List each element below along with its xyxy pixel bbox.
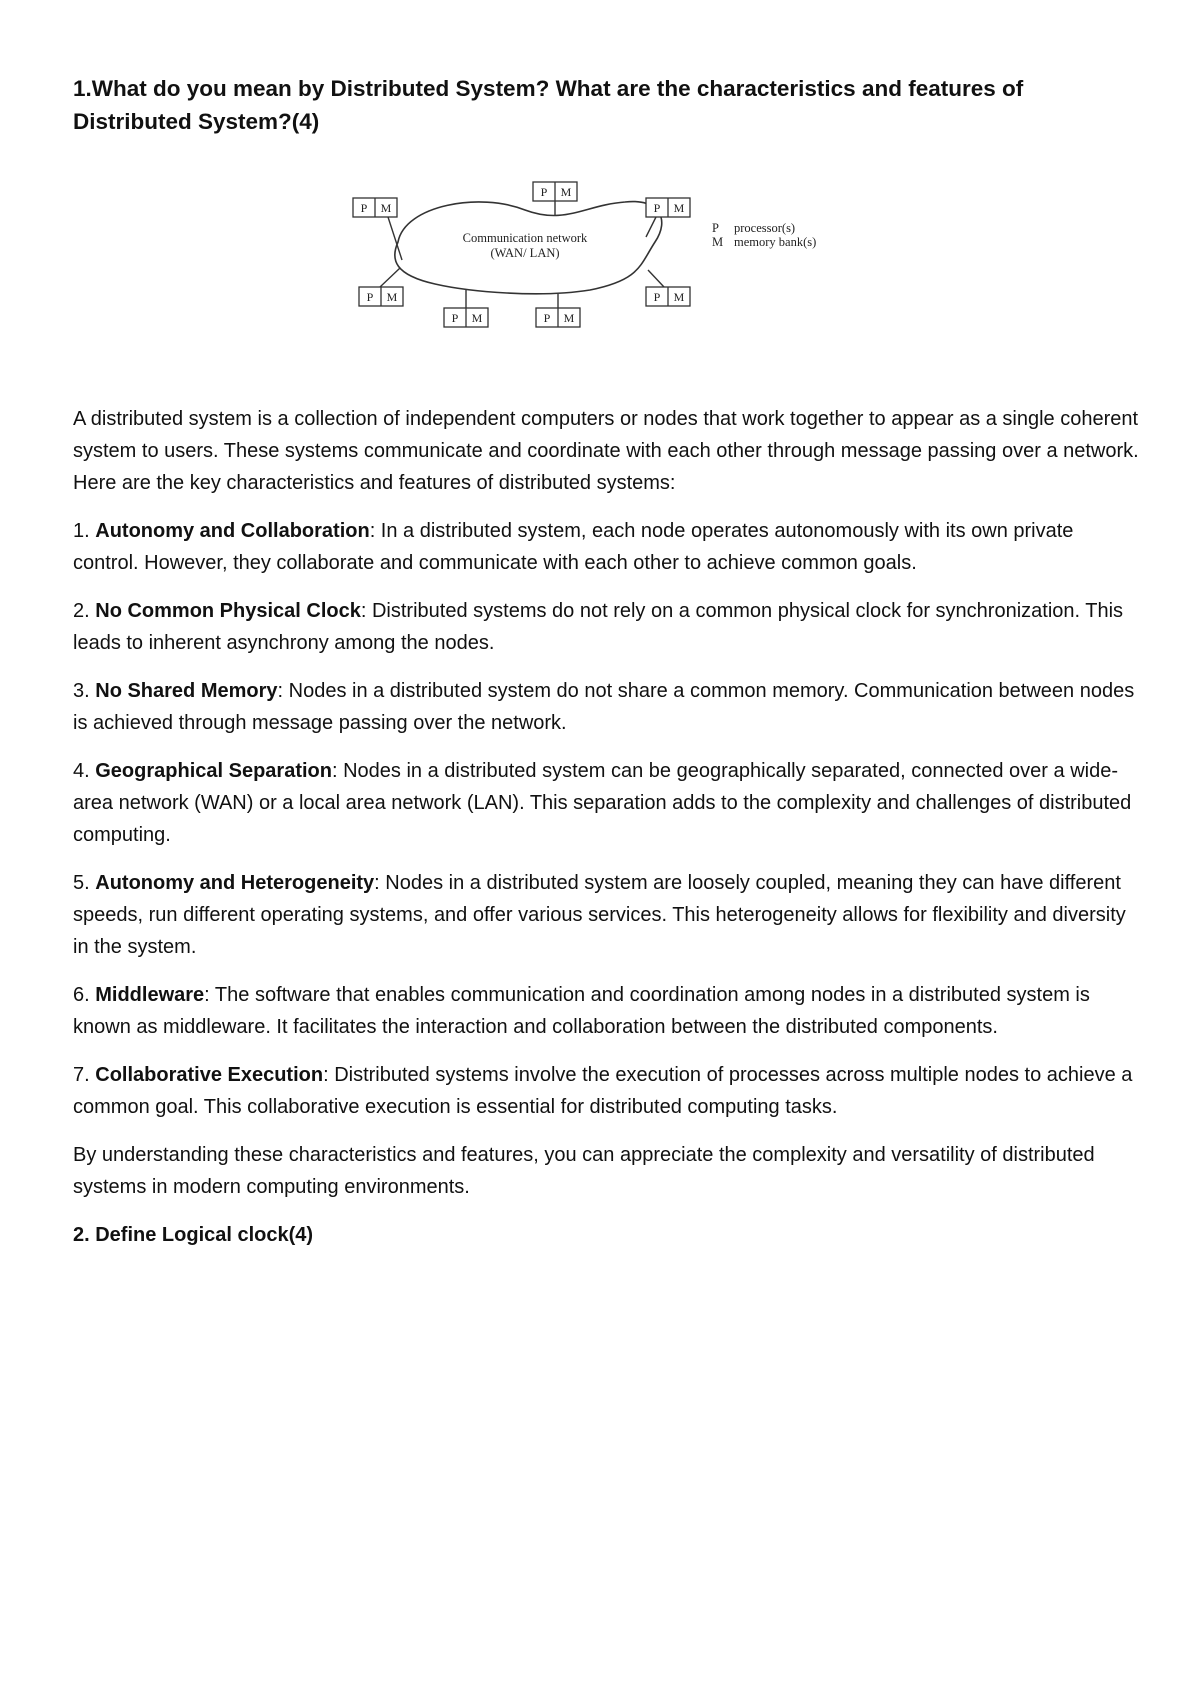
point-4: 4. Geographical Separation: Nodes in a distributed system can be geographically separated, connected over a wide-area network (WAN) or a local area network (LAN). This separation adds to the complexity and challenges of distributed computing.	[73, 760, 1132, 846]
pm-node-7	[646, 287, 690, 306]
network-label-line1: Communication network	[462, 231, 588, 245]
legend-m-text: memory bank(s)	[734, 235, 817, 249]
answer-body	[73, 403, 1143, 1267]
question-1-heading: 1.What do you mean by Distributed System? What are the characteristics and features of Distributed System?(4)	[73, 76, 1024, 134]
legend-p-text: processor(s)	[734, 221, 796, 235]
svg-text:P: P	[543, 311, 551, 325]
network-label-line2: (WAN/ LAN)	[490, 246, 560, 260]
svg-text:M: M	[673, 290, 685, 304]
svg-text:M: M	[380, 201, 392, 215]
point-2: 2. No Common Physical Clock: Distributed systems do not rely on a common physical clock for synchronization. This leads to inherent asynchrony among the nodes.	[73, 600, 1124, 654]
svg-text:M: M	[386, 290, 398, 304]
svg-text:M: M	[563, 311, 575, 325]
svg-text:M: M	[560, 185, 572, 199]
svg-text:P: P	[366, 290, 374, 304]
point-3-term: No Shared Memory	[95, 680, 278, 702]
distributed-system-diagram	[350, 180, 850, 350]
point-1-term: Autonomy and Collaboration	[95, 520, 370, 542]
conclusion-paragraph: By understanding these characteristics and features, you can appreciate the complexity and versatility of distributed systems in modern computing environments.	[73, 1144, 1095, 1198]
legend-m-key: M	[712, 235, 724, 249]
pm-node-6	[536, 308, 580, 327]
point-6-term: Middleware	[95, 984, 205, 1006]
pm-node-2	[533, 182, 577, 201]
point-6: 6. Middleware: The software that enables communication and coordination among nodes in a distributed system is known as middleware. It facilitates the interaction and collaboration between the distributed components.	[73, 984, 1090, 1038]
point-1: 1. Autonomy and Collaboration: In a distributed system, each node operates autonomously with its own private control. However, they collaborate and communicate with each other to achieve common goals.	[73, 520, 1074, 574]
point-7: 7. Collaborative Execution: Distributed systems involve the execution of processes across multiple nodes to achieve a common goal. This collaborative execution is essential for distributed computing tasks.	[73, 1064, 1133, 1118]
point-4-term: Geographical Separation	[95, 760, 332, 782]
intro-paragraph: A distributed system is a collection of independent computers or nodes that work together to appear as a single coherent system to users. These systems communicate and coordinate with each other through message passing over a network. Here are the key characteristics and features of distributed systems:	[73, 408, 1139, 494]
svg-text:P: P	[360, 201, 368, 215]
svg-text:M: M	[673, 201, 685, 215]
pm-node-1	[353, 198, 397, 217]
pm-node-3	[646, 198, 690, 217]
svg-text:P: P	[451, 311, 459, 325]
svg-text:P: P	[540, 185, 548, 199]
diagram-legend	[712, 221, 816, 249]
pm-node-5	[444, 308, 488, 327]
point-5: 5. Autonomy and Heterogeneity: Nodes in a distributed system are loosely coupled, meaning they can have different speeds, run different operating systems, and offer various services. This heterogeneity allows for flexibility and diversity in the system.	[73, 872, 1126, 958]
legend-p-key: P	[712, 221, 719, 235]
point-3: 3. No Shared Memory: Nodes in a distributed system do not share a common memory. Communication between nodes is achieved through message passing over the network.	[73, 680, 1135, 734]
svg-text:P: P	[653, 201, 661, 215]
point-5-term: Autonomy and Heterogeneity	[95, 872, 375, 894]
pm-node-4	[359, 287, 403, 306]
question-2-heading: 2. Define Logical clock(4)	[73, 1224, 314, 1246]
point-2-term: No Common Physical Clock	[95, 600, 361, 622]
svg-text:M: M	[471, 311, 483, 325]
svg-text:P: P	[653, 290, 661, 304]
point-7-term: Collaborative Execution	[95, 1064, 324, 1086]
